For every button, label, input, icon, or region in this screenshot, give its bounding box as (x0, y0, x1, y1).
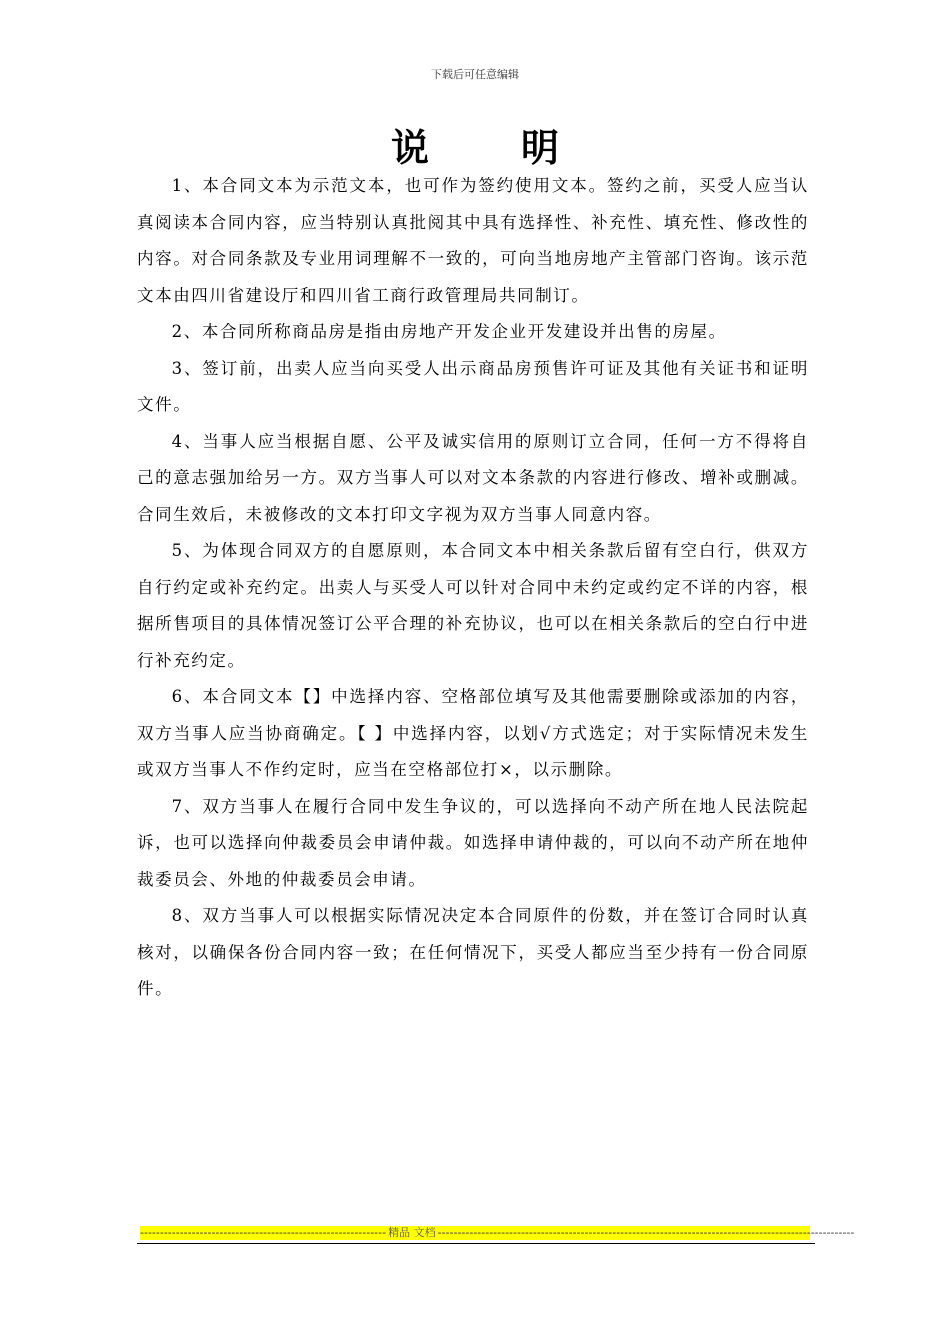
paragraph-4: 4、当事人应当根据自愿、公平及诚实信用的原则订立合同，任何一方不得将自己的意志强加给另一方。双方当事人可以对文本条款的内容进行修改、增补或删减。合同生效后，未被修改的文本打印文字视为双方当事人同意内容。 (137, 431, 809, 524)
paragraph-6: 6、本合同文本【】中选择内容、空格部位填写及其他需要删除或添加的内容，双方当事人应当协商确定。【 】中选择内容，以划√方式选定；对于实际情况未发生或双方当事人不作约定时，应当在空格部位打×，以示删除。 (137, 687, 809, 779)
header-note: 下载后可任意编辑 (431, 68, 519, 81)
paragraph-8: 8、双方当事人可以根据实际情况决定本合同原件的份数，并在签订合同时认真核对，以确保各份合同内容一致；在任何情况下，买受人都应当至少持有一份合同原件。 (137, 906, 809, 998)
footer-left-dashes: -------------------------------------------------------------- (140, 1226, 387, 1239)
paragraph-5: 5、为体现合同双方的自愿原则，本合同文本中相关条款后留有空白行，供双方自行约定或补充约定。出卖人与买受人可以针对合同中未约定或约定不详的内容，根据所售项目的具体情况签订公平合理的补充协议，也可以在相关条款后的空白行中进行补充约定。 (137, 541, 809, 670)
footer-rule (137, 1243, 815, 1244)
document-body (137, 168, 809, 1008)
footer-right-dashes: --------------------------------------------------------------------------------------------------------- (437, 1226, 855, 1239)
paragraph-7: 7、双方当事人在履行合同中发生争议的，可以选择向不动产所在地人民法院起诉，也可以选择向仲裁委员会申请仲裁。如选择申请仲裁的，可以向不动产所在地仲裁委员会、外地的仲裁委员会申请。 (137, 796, 809, 889)
page-title: 说明 (390, 126, 651, 170)
paragraph-3: 3、签订前，出卖人应当向买受人出示商品房预售许可证及其他有关证书和证明文件。 (137, 358, 809, 414)
paragraph-1: 1、本合同文本为示范文本，也可作为签约使用文本。签约之前，买受人应当认真阅读本合同内容，应当特别认真批阅其中具有选择性、补充性、填充性、修改性的内容。对合同条款及专业用词理解不一致的，可向当地房地产主管部门咨询。该示范文本由四川省建设厅和四川省工商行政管理局共同制订。 (137, 176, 809, 305)
paragraph-2: 2、本合同所称商品房是指由房地产开发企业开发建设并出售的房屋。 (171, 322, 727, 341)
footer-label: 精品 文档 (388, 1226, 436, 1239)
footer-band (140, 1226, 855, 1240)
